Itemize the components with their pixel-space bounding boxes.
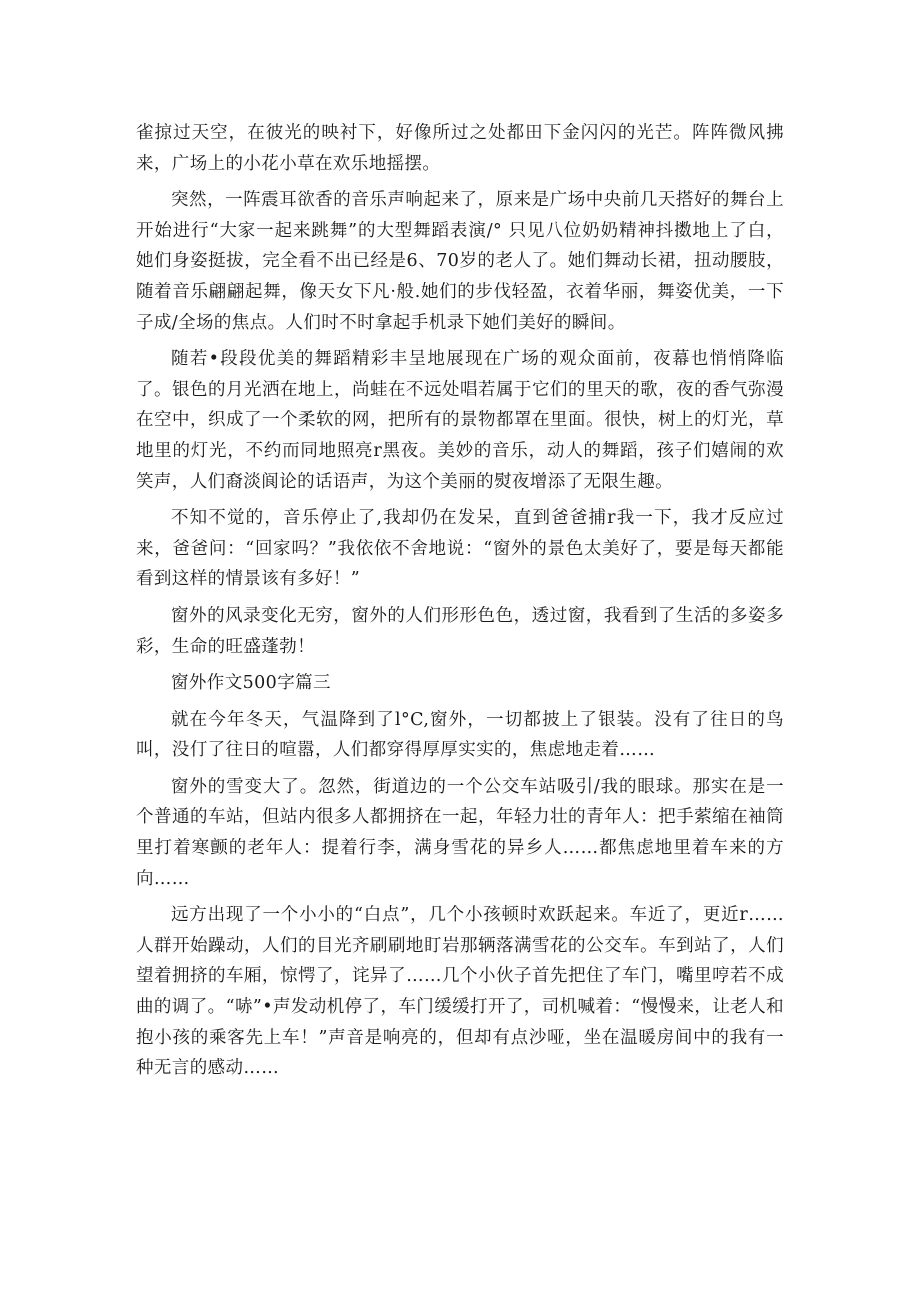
paragraph: 随若•段段优美的舞蹈精彩丰呈地展现在广场的观众面前，夜幕也悄悄降临了。银色的月光洒在地上，尚蛙在不远处唱若属于它们的里天的歌，夜的香气弥漫在空中，织成了一个柔软的网，把所有的景物都罩在里面。很快，树上的灯光，草地里的灯光，不约而同地照亮r黑夜。美妙的音乐，动人的舞蹈，孩子们嬉闹的欢笑声，人们裔淡阆论的话语声，为这个美丽的熨夜增添了无限生趣。 (136, 349, 784, 492)
paragraph: 不知不觉的，音乐停止了,我却仍在发呆，直到爸爸捕r我一下，我才反应过来，爸爸问：“回家吗？”我依依不舍地说：“窗外的景色太美好了，要是每天都能看到这样的情景该有多好！” (136, 508, 784, 590)
paragraph: 窗外的风录变化无穷，窗外的人们形形色色，透过窗，我看到了生活的多姿多彩，生命的旺盛蓬勃！ (136, 605, 784, 657)
section-heading: 窗外作文500字篇三 (171, 673, 331, 694)
paragraph: 突然，一阵震耳欲香的音乐声响起来了，原来是广场中央前几天搭好的舞台上开始进行“大家一起来跳舞”的大型舞蹈表演/° 只见八位奶奶精神抖擞地上了白，她们身姿挺拔，完全看不出已经是6、70岁的老人了。她们舞动长裙，扭动腰肢，随着音乐翩翩起舞，像天女下凡·般.她们的步伐轻盈，衣着华丽，舞姿优美，一下子成/全场的焦点。人们时不时拿起手机录下她们美好的瞬间。 (136, 190, 784, 333)
paragraph: 窗外的雪变大了。忽然，街道边的一个公交车站吸引/我的眼球。那实在是一个普通的车站，但站内很多人都拥挤在一起，年轻力壮的青年人：把手萦缩在袖筒里打着寒颤的老年人：提着行李，满身雪花的异乡人……都焦虑地里着车来的方向…… (136, 776, 784, 889)
paragraph: 远方出现了一个小小的“白点”，几个小孩顿时欢跃起来。车近了，更近r……人群开始躁动，人们的目光齐刷刷地盯岩那辆落满雪花的公交车。车到站了，人们望着拥挤的车厢，惊愕了，诧异了……几个小伙子首先把住了车门，嘴里哼若不成曲的调了。“哧”•声发动机停了，车门缓缓打开了，司机喊着：“慢慢来，让老人和抱小孩的乘客先上车！”声音是响亮的，但却有点沙哑，坐在温暖房间中的我有一种无言的感动…… (136, 905, 784, 1079)
document-body (136, 118, 784, 1090)
paragraph: 雀掠过天空，在彼光的映衬下，好像所过之处都田下金闪闪的光芒。阵阵微风拂来，广场上的小花小草在欢乐地摇摆。 (136, 123, 784, 174)
paragraph: 就在今年冬天，气温降到了l°C,窗外，一切都披上了银装。没有了往日的鸟叫，没仃了往日的喧嚣，人们都穿得厚厚实实的，焦虑地走着…… (136, 709, 784, 761)
